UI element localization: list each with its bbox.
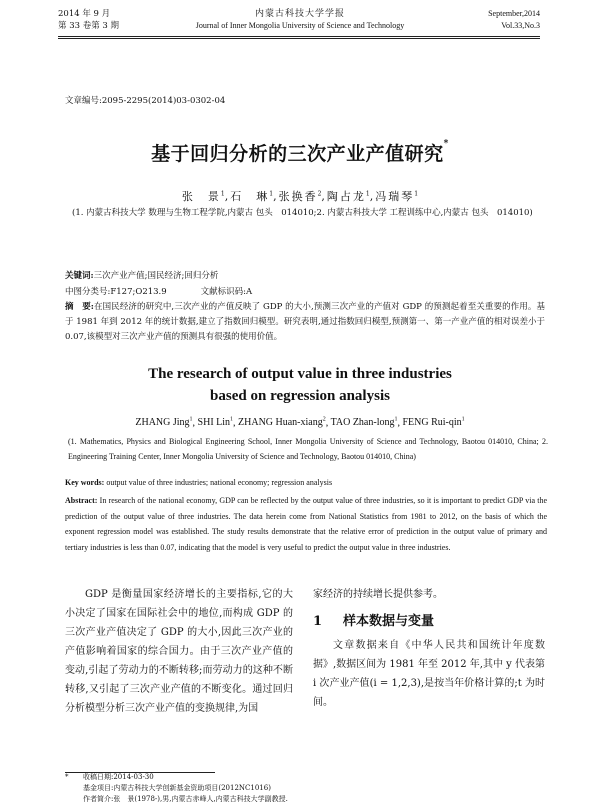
author-en: ZHANG Huan-xiang$^2$ — [238, 417, 326, 429]
author-en: TAO Zhan-long$^1$ — [330, 417, 398, 429]
affiliation-en: (1. Mathematics, Physics and Biological Engineering School, Inner Mongolia University of Science and Technology, Baotou 014010, China; 2. Engineering Training Center, Inner Mongolia University of Science and Technology, Baotou 014010, China) — [68, 437, 548, 461]
footnote-fund: 基金项目:内蒙古科技大学创新基金资助项目(2012NC1016) — [83, 784, 271, 792]
header-rule-thin — [58, 38, 540, 39]
title-footnote-mark: * — [443, 139, 449, 149]
body-left-column: GDP 是衡量国家经济增长的主要指标,它的大小决定了国家在国际社会中的地位,而构成 GDP 的三次产业产值决定了 GDP 的大小,因此三次产业的产值影响着国家的综合国力。由于三次产业产值的变动,引起了劳动力的不断转移;而劳动力的这种不断转移,又引起了三次产业产值的不断变化。通过回归分析模型分析三次产业产值的变换规律,为国 — [65, 589, 293, 714]
article-number: 文章编号:2095-2295(2014)03-0302-04 — [65, 96, 226, 106]
authors-cn: 张 景$^1$,石 琳$^1$,张换香$^2$,陶占龙$^1$,冯瑞琴$^1$ — [181, 190, 419, 203]
author-en: SHI Lin$^1$ — [197, 417, 234, 429]
abstract-cn-text: 在国民经济的研究中,三次产业的产值反映了 GDP 的大小,预测三次产业的产值对 GDP 的预测起着至关重要的作用。基于 1981 年到 2012 年的统计数据,建立了指数回归模型。研究表明,通过指数回归模型,预测第一、第一产业产值的相对误差小于 0.07,该模型对三次产业产值的预测具有很强的使用价值。 — [65, 302, 545, 342]
header-journal — [140, 8, 460, 32]
section-heading — [313, 610, 434, 629]
abstract-en-text: In research of the national economy, GDP can be reflected by the output value of three industries, so it is important to predict GDP via the prediction of the output value of three industries. The data herein come from National Statistics from 1981 to 2012, on the basis of which the exponent regression model was established. The study results demonstrate that the relative error of prediction in the output value of primary and tertiary industries is less than 0.07, indicating that the model is very useful to predict the output value in three industries. — [65, 496, 547, 552]
section-number: 1 — [313, 614, 323, 629]
author-cn: 张 景$^1$ — [181, 190, 225, 203]
title-en-line1: The research of output value in three industries — [148, 366, 452, 382]
journal-name-cn: 内蒙古科技大学学报 — [254, 9, 345, 19]
keywords-en-text: output value of three industries; national economy; regression analysis — [106, 478, 333, 487]
title-cn — [0, 139, 600, 166]
body-right-continuation: 家经济的持续增长提供参考。 — [313, 589, 443, 600]
abstract-cn-label: 摘 要: — [65, 302, 94, 312]
header-volume: 第 33 卷第 3 期 — [58, 21, 120, 31]
title-cn-text: 基于回归分析的三次产业产值研究 — [151, 143, 444, 165]
footnotes — [65, 772, 288, 805]
author-en: FENG Rui-qin$^1$ — [402, 417, 465, 429]
section-title: 样本数据与变量 — [343, 614, 435, 629]
abstract-en — [65, 493, 547, 555]
author-en: ZHANG Jing$^1$ — [135, 417, 193, 429]
keywords-cn-label: 关键词: — [65, 271, 94, 281]
header-rule — [58, 36, 540, 37]
header-issue-info-en — [488, 8, 540, 32]
authors-en: ZHANG Jing$^1$, SHI Lin$^1$, ZHANG Huan-xiang$^2$, TAO Zhan-long$^1$, FENG Rui-qin$^1$ — [135, 417, 465, 429]
header-issue-info — [58, 8, 119, 32]
keywords-cn — [65, 270, 218, 283]
author-cn: 石 琳$^1$ — [230, 190, 274, 203]
doc-code-label: 文献标识码: — [200, 287, 247, 297]
footnote-author: 作者简介:张 景(1978-),男,内蒙古赤峰人,内蒙古科技大学副教授. — [83, 795, 288, 803]
author-cn: 张换香$^2$ — [278, 190, 322, 203]
title-en — [0, 363, 600, 407]
affiliation-cn: (1. 内蒙古科技大学 数理与生物工程学院,内蒙古 包头 014010;2. 内蒙古科技大学 工程训练中心,内蒙古 包头 014010) — [72, 208, 533, 218]
author-cn: 冯瑞琴$^1$ — [375, 190, 419, 203]
keywords-cn-text: 三次产业产值;国民经济;回归分析 — [93, 271, 219, 281]
header-volume-en: Vol.33,No.3 — [501, 21, 540, 30]
abstract-en-label: Abstract: — [65, 496, 98, 505]
keywords-en-label: Key words: — [65, 478, 105, 487]
classification-line — [65, 285, 252, 297]
keywords-en — [65, 478, 332, 487]
header-date-en: September,2014 — [488, 9, 540, 18]
footnote-mark: * — [65, 773, 69, 781]
clc-value: F127;O213.9 — [110, 287, 167, 297]
clc-label: 中图分类号: — [65, 287, 111, 297]
footnote-received: * 收稿日期:2014-03-30 — [65, 773, 154, 781]
title-en-line2: based on regression analysis — [210, 388, 390, 404]
doc-code-value: A — [246, 287, 253, 297]
body-right-paragraph: 文章数据来自《中华人民共和国统计年度数据》,数据区间为 1981 年至 2012 年,其中 y 代表第 i 次产业产值(i = 1,2,3),是按当年价格计算的;t 为时间。 — [313, 640, 545, 708]
author-cn: 陶占龙$^1$ — [326, 190, 370, 203]
abstract-cn — [65, 300, 545, 345]
journal-name-en: Journal of Inner Mongolia University of Science and Technology — [195, 21, 405, 30]
header-date: 2014 年 9 月 — [58, 9, 111, 19]
